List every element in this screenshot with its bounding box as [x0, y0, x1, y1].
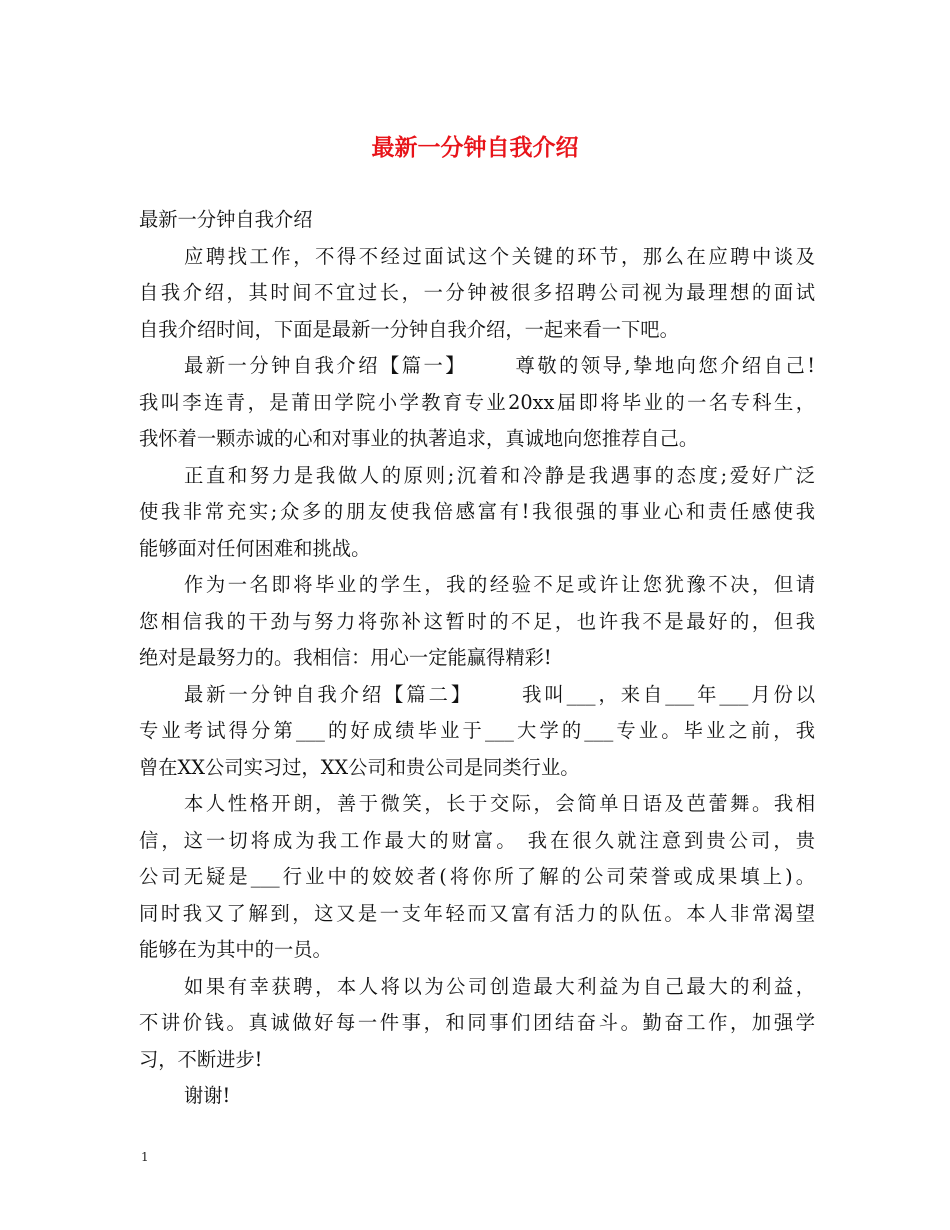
paragraph-line: 自我介绍，其时间不宜过长，一分钟被很多招聘公司视为最理想的面试 [139, 281, 815, 304]
paragraph-line: 正直和努力是我做人的原则;沉着和冷静是我遇事的态度;爱好广泛 [184, 463, 815, 487]
paragraph-line: 不讲价钱。真诚做好每一件事，和同事们团结奋斗。勤奋工作，加强学 [139, 1011, 815, 1034]
paragraph-line: 应聘找工作，不得不经过面试这个关键的环节，那么在应聘中谈及 [184, 244, 815, 268]
section-heading-part-one: 最新一分钟自我介绍【篇一】 [184, 354, 468, 377]
paragraph-line: 我叫李连青，是莆田学院小学教育专业20xx届即将毕业的一名专科生， [139, 390, 815, 414]
paragraph-line: 信，这一切将成为我工作最大的财富。 我在很久就注意到贵公司，贵 [139, 828, 815, 852]
intro-text: 我叫___，来自___年___月份以 [519, 682, 816, 706]
paragraph-line: 能够在为其中的一员。 [139, 938, 332, 961]
closing-line: 谢谢! [184, 1084, 231, 1107]
paragraph-line: 习，不断进步! [139, 1047, 263, 1071]
document-body [139, 202, 815, 1115]
paragraph-line: 曾在XX公司实习过，XX公司和贵公司是同类行业。 [139, 755, 580, 779]
paragraph-line: 同时我又了解到，这又是一支年轻而又富有活力的队伍。本人非常渴望 [139, 901, 815, 925]
page-number: 1 [141, 1150, 149, 1164]
paragraph-line: 公司无疑是___行业中的姣姣者(将你所了解的公司荣誉或成果填上)。 [139, 865, 815, 888]
paragraph-line: 本人性格开朗，善于微笑，长于交际，会简单日语及芭蕾舞。我相 [184, 792, 815, 815]
paragraph-line: 您相信我的干劲与努力将弥补这暂时的不足，也许我不是最好的，但我 [139, 609, 815, 633]
section-heading-line [139, 677, 815, 714]
paragraph-line: 使我非常充实;众多的朋友使我倍感富有!我很强的事业心和责任感使我 [139, 500, 815, 523]
document-title: 最新一分钟自我介绍 [371, 134, 579, 161]
paragraph-line: 能够面对任何困难和挑战。 [139, 536, 371, 560]
document-subtitle: 最新一分钟自我介绍 [139, 208, 313, 231]
paragraph-line: 作为一名即将毕业的学生，我的经验不足或许让您犹豫不决，但请 [184, 573, 815, 596]
section-heading-part-two: 最新一分钟自我介绍【篇二】 [184, 682, 474, 706]
greeting-text: 尊敬的领导,挚地向您介绍自己! [513, 354, 815, 377]
paragraph-line: 绝对是最努力的。我相信：用心一定能赢得精彩! [139, 646, 552, 669]
paragraph-line: 如果有幸获聘，本人将以为公司创造最大利益为自己最大的利益， [184, 974, 815, 998]
paragraph-line: 我怀着一颗赤诚的心和对事业的执著追求，真诚地向您推荐自己。 [139, 427, 699, 450]
paragraph-line: 自我介绍时间，下面是最新一分钟自我介绍，一起来看一下吧。 [139, 317, 679, 341]
paragraph-line: 专业考试得分第___的好成绩毕业于___大学的___专业。毕业之前，我 [139, 719, 815, 742]
section-heading-line [139, 348, 815, 385]
